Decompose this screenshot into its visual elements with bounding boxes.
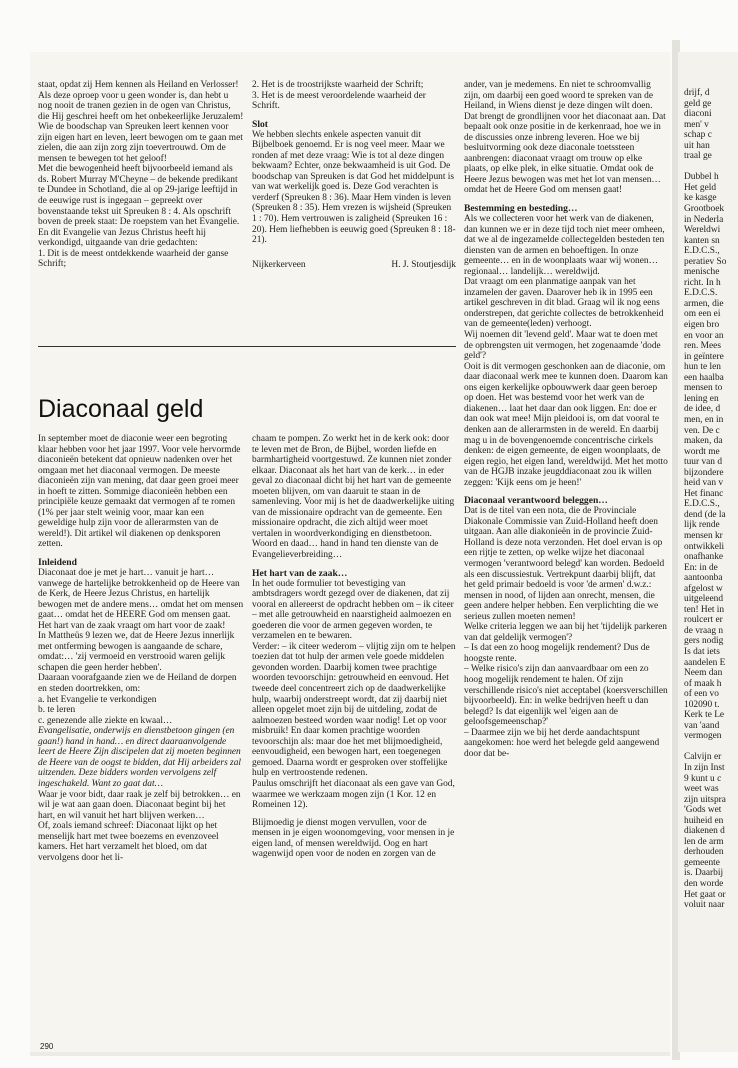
cut-off-line: uit han	[684, 140, 710, 151]
list-item: 3. Het is de meest veroordelende waarheid der Schrift.	[252, 90, 426, 112]
cut-off-line: weet was	[684, 784, 719, 795]
section-heading: Diaconaal verantwoord beleggen…	[464, 495, 608, 507]
cut-off-line: mensen to	[684, 383, 723, 394]
cut-off-line: onafhanke	[684, 552, 724, 563]
list-item: – Welke risico's zijn dan aanvaardbaar om een zo hoog mogelijk rendement te halen. Of zijn verschillende risico's niet acceptabel (koersverschillen bijvoorbeeld). En: in welke bedrijven heeft u dan belegd? Is dat eigenlijk wel 'eigen aan de geloofsgemeenschap?'	[464, 664, 668, 728]
top-column-2	[252, 80, 456, 342]
cut-off-line: gemeente	[684, 857, 720, 868]
cut-off-line: huiheid en	[684, 815, 724, 826]
list-item: – Is dat een zo hoog mogelijk rendement? Dus de hoogste rente.	[464, 643, 650, 664]
paragraph: chaam te pompen. Zo werkt het in de kerk ook: door te leven met de Bron, de Bijbel, worden liefde en barmhartigheid voortgestuwd. Ze kunnen niet zonder elkaar. Diaconaat als het hart van de kerk… in eder geval zo diaconaal dicht bij het hart van de gemeente moeten blijven, om van daaruit te staan in de samenleving. Voor mij is het de daadwerkelijke uiting van de missionaire opdracht van de gemeente. Een missionaire opdracht, die zich altijd weer moet vertalen in woordverkondiging en dienstbetoon. Woord en daad… hand in hand ten dienste van de Evangelieverbreiding…	[252, 434, 455, 561]
paragraph: Of, zoals iemand schreef: Diaconaat lijkt op het menselijk hart met twee boezems en evenzoveel kamers. Het hart verzamelt het bloed, om dat vervolgens door het li-	[38, 821, 219, 863]
intro-paragraph: In september moet de diaconie weer een begroting klaar hebben voor het jaar 1997. Voor vele hervormde diaconieën betekent dat opnieuw nadenken over het omgaan met het diaconaal vermogen. De meeste diaconieën zijn van mening, dat daar geen groei meer in hoeft te zitten. Sommige diaconieën hebben een principiële keuze gemaakt dat vermogen af te romen (1% per jaar stelt weinig voor, maar kan een geweldige hulp zijn voor de allerarmsten van de wereld!). Dit artikel wil diakenen op denksporen zetten.	[38, 434, 241, 550]
list-item: a. het Evangelie te verkondigen	[38, 694, 157, 705]
cut-off-line: gers nodig	[684, 636, 724, 647]
cut-off-line: den worde	[684, 879, 724, 890]
cut-off-line: ren. Mees	[684, 341, 721, 352]
signature	[252, 260, 456, 271]
paragraph: Verder: – ik citeer wederom – vlijtig zijn om te helpen toezien dat tot hulp der armen vele goede middelen gevonden worden. Daarbij komen twee prachtige woorden tevoorschijn: getrouwheid en eenvoud. Het tweede deel concentreert zich op de daadwerkelijke hulp, waarbij onderstreept wordt, dat zij daarbij niet alleen opgelet moet zijn bij de uitdeling, zodat de aalmoezen besteed worden waar nodig! Let op voor misbruik! En daar komen prachtige woorden tevoorschijn als: maar doe het met blijmoedigheid, eenvoudigheid, een bewogen hart, een toegenegen gemoed. Daarna wordt er gesproken over stoffelijke hulp en vertroostende redenen.	[252, 641, 456, 779]
cut-off-line: Neem dan	[684, 668, 723, 679]
cut-off-line: men, en in	[684, 414, 724, 425]
cut-off-line: Dubbel h	[684, 172, 719, 183]
cut-off-line: En: in de	[684, 562, 718, 573]
paragraph: Blijmoedig je dienst mogen vervullen, voor de mensen in je eigen woonomgeving, voor mensen in je eigen land, of mensen wereldwijd. Oog en hart wagenwijd open voor de noden en zorgen van de	[252, 817, 455, 860]
section-heading: Inleidend	[38, 557, 77, 569]
paragraph: Daaraan voorafgaande zien we de Heiland de dorpen en steden doortrekken, om:	[38, 673, 237, 695]
cut-off-line: bijzondere	[684, 467, 724, 478]
top-column-1	[38, 80, 244, 342]
cut-off-line: voluit naar	[684, 900, 725, 911]
section-divider	[38, 346, 456, 347]
cut-off-line: In zijn Inst	[684, 763, 725, 773]
cut-off-line: Wereldwi	[684, 225, 721, 236]
cut-off-line: geld ge	[684, 98, 712, 109]
cut-off-line: Is dat iets	[684, 646, 720, 657]
cut-off-line: Grootboek	[684, 204, 725, 215]
cut-off-line: van 'aand	[684, 720, 720, 731]
article-column-1	[38, 434, 244, 1034]
cut-off-line: E.D.C.S.,	[684, 246, 720, 257]
column-3	[464, 80, 668, 1030]
paragraph: Met die bewogenheid heeft bijvoorbeeld iemand als ds. Robert Murray M'Cheyne – de bekende predikant te Dundee in Schotland, die al op 29-jarige leeftijd in de eeuwige rust is ingegaan – gepreekt over bovenstaande tekst uit Spreuken 8 : 4. Als opschrift boven de preek staat: De roepstem van het Evangelie. En dit Evangelie van Jezus Christus heeft hij verkondigd, uitgaande van drie gedachten:	[38, 164, 240, 249]
cut-off-line: kanten sn	[684, 235, 720, 246]
signature-place: Nijkerkerveen	[252, 259, 306, 270]
cut-off-line: mensen kr	[684, 530, 723, 541]
cut-off-line: richt. In h	[684, 277, 721, 288]
page-number: 290	[40, 1042, 54, 1051]
cut-off-line: om een ei	[684, 309, 721, 320]
cut-off-line: derhouden	[684, 847, 724, 858]
cut-off-line: dend (de la	[684, 509, 726, 520]
list-item: – Daarmee zijn we bij het derde aandachtspunt aangekomen: hoe werd het belegde geld aangewend door dat be-	[464, 727, 660, 759]
cut-off-line: ten! Het in	[684, 604, 725, 615]
cut-off-line: is. Daarbij	[684, 868, 724, 879]
paragraph: Welke criteria leggen we aan bij het 'tijdelijk parkeren van dat geldelijk vermogen'?	[464, 622, 667, 643]
paragraph: Diaconaat doe je met je hart… vanuit je hart… vanwege de hartelijke betrokkenheid op de Heere van de Kerk, de Heere Jezus Christus, en hartelijk bewogen met de andere mens… omdat het om mensen gaat… omdat het de HEERE God om mensen gaat. Het hart van de zaak vraagt om hart voor de zaak!	[38, 568, 244, 631]
cut-off-line: diakenen d	[684, 826, 725, 837]
paragraph: staat, opdat zij Hem kennen als Heiland en Verlosser! Als deze oproep voor u geen wonder is, dan hebt u nog nooit de tranen gezien in de ogen van Christus, die Hij geschrei heeft om het onbekeerlijke Jeruzalem! Wie de boodschap van Spreuken leert kennen voor zijn eigen hart en leven, leert bewogen om te gaan met zielen, die aan zijn zorg zijn toevertrouwd. Om de mensen te bewegen tot het geloof!	[38, 80, 244, 164]
cut-off-line: maken, da	[684, 436, 723, 447]
cut-off-line: ke kasge	[684, 193, 717, 204]
cut-off-line: eigen bro	[684, 320, 720, 331]
paragraph: Wij noemen dit 'levend geld'. Maar wat te doen met de opbrengsten uit vermogen, het zogenaamde 'dode geld'?	[464, 330, 661, 362]
cut-off-line: en voor an	[684, 330, 724, 341]
cut-off-line: in geïntere	[684, 351, 724, 362]
list-item: 1. Dit is de meest ontdekkende waarheid der ganse Schrift;	[38, 248, 229, 270]
paragraph: Als we collecteren voor het werk van de diakenen, dan kunnen we er in deze tijd toch niet meer omheen, dat we al de ingezamelde collectegelden besteden ten diensten van de armen en behoeftigen. In onze gemeente… en in de woonplaats waar wij wonen… regionaal… landelijk… wereldwijd.	[464, 214, 665, 277]
cut-off-line: of maak h	[684, 678, 722, 689]
cut-off-line: traal ge	[684, 151, 712, 162]
cut-off-line: E.D.C.S.,	[684, 499, 720, 510]
list-item: c. genezende alle ziekte en kwaal…	[38, 715, 173, 726]
cut-off-line: hun te len	[684, 362, 721, 373]
section-heading: Het hart van de zaak…	[252, 567, 348, 579]
cut-off-line: len de arm	[684, 836, 724, 847]
cut-off-line: Het gaat or	[684, 889, 726, 900]
cut-off-line: Kerk te Le	[684, 710, 725, 721]
list-item: b. te leren	[38, 705, 76, 716]
cut-off-line: menische	[684, 267, 720, 278]
cut-off-line: drijf, d	[684, 88, 710, 98]
paragraph	[38, 726, 244, 789]
adjacent-page-column	[684, 88, 738, 1028]
cut-off-line: diaconi	[684, 109, 712, 120]
cut-off-line: aandelen E	[684, 657, 726, 668]
cut-off-line: lijk rende	[684, 520, 720, 531]
cut-off-line: Calvijn er	[684, 752, 722, 763]
paragraph: Ooit is dit vermogen geschonken aan de diaconie, om daar diaconaal werk mee te kunnen doen. Daarom kan ons eigen kerkelijke opbouwwerk daar geen beroep op doen. Het was bestemd voor het werk van de diakenen… laat het daar dan ook liggen. En: doe er dan ook wat mee! Mijn pleidooi is, om dat vooral te denken aan de allerarmsten in de wereld. En daarbij mag u in de bovengenoemde concentrische cirkels denken: de eigen gemeente, de eigen woonplaats, de eigen regio, het eigen land, wereldwijd. Met het motto van de HGJB inzake jeugddiaconaat zou ik willen zeggen: 'Kijk eens om je heen!'	[464, 361, 668, 488]
section-heading: Slot	[252, 118, 268, 130]
cut-off-line: vermogen	[684, 731, 722, 742]
cut-off-line: tuur van d	[684, 457, 723, 468]
cut-off-line: armen, die	[684, 298, 724, 309]
cut-off-line: een haalba	[684, 372, 724, 383]
paragraph: Dat is de titel van een nota, die de Provinciale Diakonale Commissie van Zuid-Holland heeft doen uitgaan. Aan alle diakonieën in de provincie Zuid-Holland is deze nota verzonden. Het doel ervan is op een rijtje te zetten, op welke wijze het diaconaal vermogen 'verantwoord belegd' kan worden. Bedoeld als een discussiestuk. Vertrekpunt daarbij blijft, dat het geld primair bedoeld is voor 'de armen' d.w.z.: mensen in nood, of lijden aan onrecht, mensen, die geen andere helper hebben. Een verplichting die we serieus zullen moeten nemen!	[464, 506, 665, 622]
section-heading: Bestemming en besteding…	[464, 203, 578, 215]
cut-off-line: peratiev So	[684, 256, 727, 267]
paragraph: In het oude formulier tot bevestiging van ambtsdragers wordt gezegd over de diakenen, dat zij vooral en allereerst de opdracht hebben om – ik citeer – met alle getrouwheid en naarstigheid aalmoezen en goederen die voor de armen gegeven worden, te verzamelen en te bewaren.	[252, 578, 454, 642]
cut-off-line: men' v	[684, 119, 709, 130]
cut-off-line: ven. De c	[684, 425, 720, 436]
signature-name: H. J. Stoutjesdijk	[391, 259, 456, 270]
cut-off-line	[684, 162, 738, 173]
cut-off-line: 9 kunt u c	[684, 773, 722, 784]
cut-off-line: 102090 t.	[684, 699, 720, 710]
italic-text: Evangelisatie, onderwijs en dienstbetoon gingen (en gaan!) hand in hand… en direct daaraanvolgende leert de Heere Zijn discipelen dat zij moeten beginnen de Heere van de oogst te bidden, dat Hij arbeiders zal uitzenden. Deze bidders worden vervolgens zelf ingeschakeld. Want zo gaat dat…	[38, 726, 241, 789]
cut-off-line: wordt me	[684, 446, 720, 457]
cut-off-line: in Nederla	[684, 214, 724, 225]
cut-off-line: Het financ	[684, 488, 724, 499]
cut-off-line: E.D.C.S.	[684, 288, 718, 299]
paragraph: Waar je voor bidt, daar raak je zelf bij betrokken… en wil je wat aan gaan doen. Diaconaat begint bij het hart, en wil vanuit het hart blijven werken…	[38, 789, 241, 821]
article-column-2	[252, 434, 456, 1034]
cut-off-line: de vraag n	[684, 625, 724, 636]
cut-off-line: uitgeleend	[684, 594, 724, 605]
paragraph: Dat vraagt om een planmatige aanpak van het inzamelen der gaven. Daarover heb ik in 1995 een artikel geschreven in dit blad. Graag wil ik nog eens onderstrepen, dat gerichte collectes de betrokkenheid van de gemeente(leden) verhoogt.	[464, 277, 664, 330]
list-item: 2. Het is de troostrijkste waarheid der Schrift;	[252, 80, 424, 90]
paragraph: ander, van je medemens. En niet te schroomvallig zijn, om daarbij een goed woord te spreken van de Heiland, in Wiens dienst je deze dingen wilt doen. Dat brengt de grondlijnen voor het diaconaat aan. Dat bepaalt ook onze positie in de kerkenraad, hoe we in de discussies onze inbreng leveren. Hoe we bij besluitvorming ook deze diaconale toetssteen aanbrengen: diaconaat vraagt om trouw op elke plaats, op elke plek, in elke situatie. Omdat ook de Heere Jezus bewogen was met het lot van mensen… omdat het de Heere God om mensen gaat!	[464, 80, 666, 196]
cut-off-line: ontwikkeli	[684, 541, 725, 552]
cut-off-line: of een vo	[684, 689, 719, 700]
cut-off-line: 'Gods wet	[684, 805, 722, 816]
cut-off-line	[684, 742, 738, 753]
cut-off-line: zijn uitspra	[684, 794, 726, 805]
paragraph: In Mattheüs 9 lezen we, dat de Heere Jezus innerlijk met ontferming bewogen is aangaande de schare, omdat:… 'zij vermoeid en verstrooid waren gelijk schapen die geen herder hebben'.	[38, 631, 235, 673]
cut-off-line: schap c	[684, 130, 712, 141]
cut-off-line: lening en	[684, 393, 719, 404]
paragraph: We hebben slechts enkele aspecten vanuit dit Bijbelboek genoemd. Er is nog veel meer. Maar we ronden af met deze vraag: Wie is tot al deze dingen bekwaam? Echter, onze bekwaamheid is uit God. De boodschap van Spreuken is dat God het middelpunt is van wat werkelijk goed is. Deze God verachten is verderf (Spreuken 8 : 36). Maar Hem vinden is leven (Spreuken 8 : 35). Hem vrezen is wijsheid (Spreuken 1 : 70). Hem vertrouwen is zaligheid (Spreuken 16 : 20). Hem liefhebben is eeuwig goed (Spreuken 8 : 18-21).	[252, 129, 456, 246]
cut-off-line: afgelost w	[684, 583, 723, 594]
cut-off-line: roulcert er	[684, 615, 723, 626]
article-title: Diaconaal geld	[38, 395, 204, 423]
cut-off-line: Het geld	[684, 182, 717, 193]
cut-off-line: aantoonba	[684, 573, 723, 584]
paragraph: Paulus omschrijft het diaconaat als een gave van God, waarmee we werkzaam mogen zijn (1 Kor. 12 en Romeinen 12).	[252, 778, 455, 811]
cut-off-line: de idee, d	[684, 404, 721, 415]
cut-off-line: heid van v	[684, 478, 724, 489]
